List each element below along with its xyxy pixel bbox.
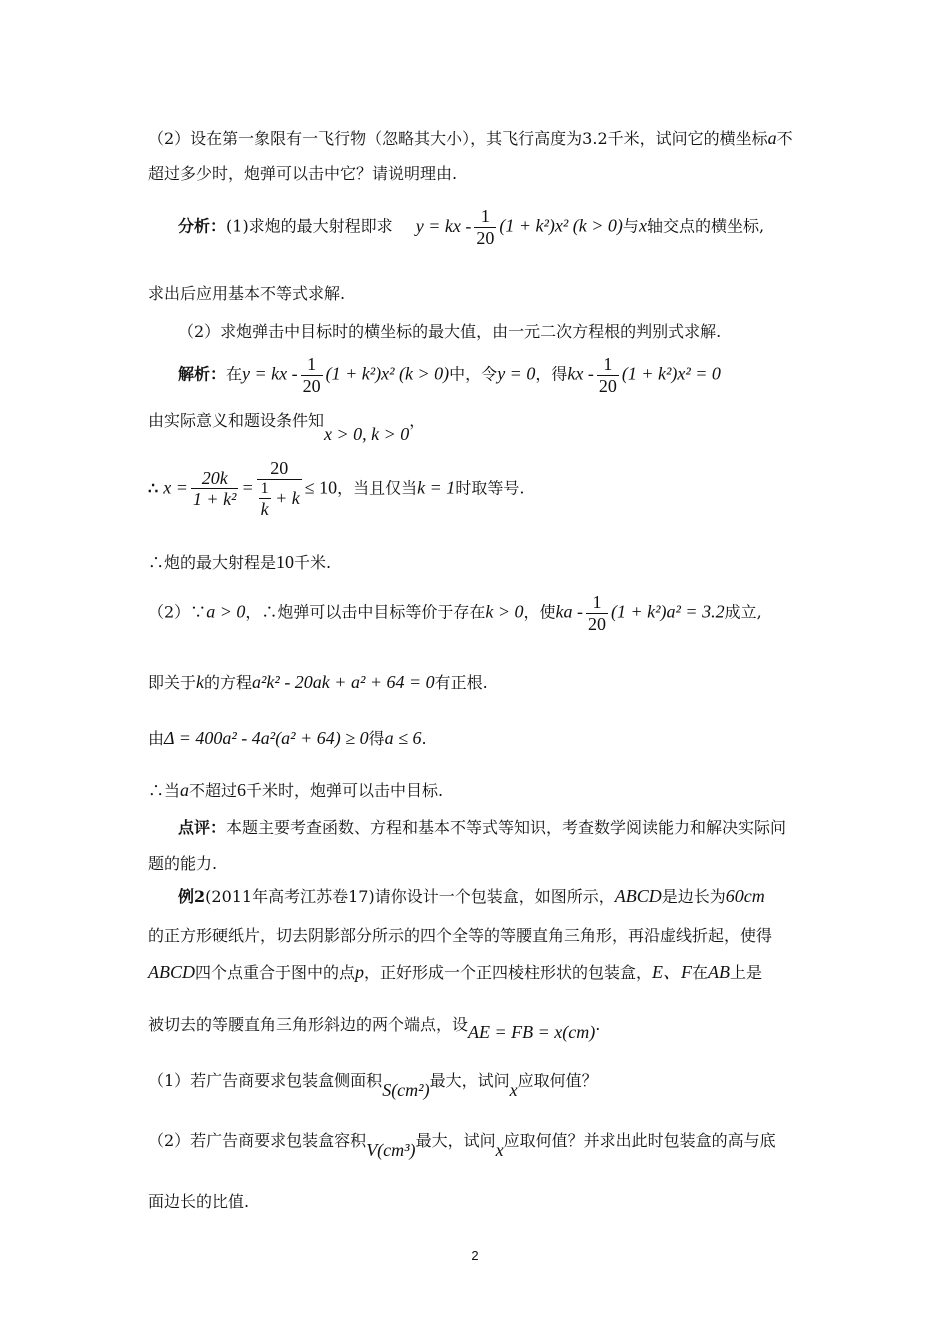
analysis-line-3: （2）求炮弹击中目标时的横坐标的最大值，由一元二次方程根的判别式求解. bbox=[178, 322, 722, 341]
example2-question-2: （2）若广告商要求包装盒容积V(cm³)最大，试问x应取何值？并求出此时包装盒的高与底 bbox=[148, 1131, 776, 1160]
var-a: a bbox=[767, 128, 777, 148]
comment-line-1: 点评：本题主要考查函数、方程和基本不等式等知识，考查数学阅读能力和解决实际问 bbox=[178, 818, 787, 837]
example2-question-1: （1）若广告商要求包装盒侧面积S(cm²)最大，试问x应取何值？ bbox=[148, 1071, 598, 1100]
analysis-label: 分析： bbox=[178, 216, 227, 236]
comment-label: 点评： bbox=[178, 818, 227, 837]
fraction-1-20: $\frac{1}{20}$ bbox=[302, 354, 321, 396]
question-2-line-2: 超过多少时，炮弹可以击中它？请说明理由. bbox=[148, 164, 458, 183]
example2-line-2: 的正方形硬纸片，切去阴影部分所示的四个全等的等腰直角三角形，再沿虚线折起，使得 bbox=[148, 926, 773, 945]
example2-line-4: 被切去的等腰直角三角形斜边的两个端点，设AE = FB = x(cm). bbox=[148, 1015, 601, 1042]
solution-label: 解析： bbox=[178, 364, 227, 384]
part2-line-2: 即关于k的方程a²k² - 20ak + a² + 64 = 0有正根. bbox=[148, 672, 488, 692]
fraction-1-20: $\frac{1}{20}$ bbox=[598, 354, 617, 396]
example-label: 例2 bbox=[178, 887, 206, 906]
fraction-20k: $\frac{20k}{\text{1 + k²}}$ bbox=[192, 467, 237, 510]
example2-line-3: ABCD四个点重合于图中的点p，正好形成一个正四棱柱形状的包装盒，E、F在AB上是 bbox=[148, 962, 763, 982]
fraction-20-over: 20 $\frac{1}{k}$ + k bbox=[257, 458, 302, 520]
analysis-line-1: 分析：(1)求炮的最大射程即求 y = kx - $\frac{1}{20}$ (1 + k²)x² (k > 0)与x轴交点的横坐标, bbox=[178, 206, 765, 248]
part2-line-1: （2）∵a > 0，∴炮弹可以击中目标等价于存在k > 0，使ka - $\frac{1}{20}$ (1 + k²)a² = 3.2成立, bbox=[148, 592, 762, 634]
comment-line-2: 题的能力. bbox=[148, 854, 218, 873]
question-2-line-1: （2）设在第一象限有一飞行物（忽略其大小），其飞行高度为3.2千米，试问它的横坐标a不 bbox=[148, 128, 793, 148]
solution-line-2: 由实际意义和题设条件知x > 0, k > 0， bbox=[148, 411, 426, 444]
solution-line-1: 解析：在y = kx - $\frac{1}{20}$ (1 + k²)x² (k > 0)中，令y = 0，得kx - $\frac{1}{20}$ (1 + k²)x² = 0 bbox=[178, 354, 721, 396]
fraction-1-20: $\frac{1}{20}$ bbox=[476, 206, 495, 248]
part2-line-4: ∴当a不超过6千米时，炮弹可以击中目标. bbox=[148, 780, 444, 800]
page-number: 2 bbox=[471, 1248, 479, 1263]
part2-line-3: 由Δ = 400a² - 4a²(a² + 64) ≥ 0得a ≤ 6. bbox=[148, 728, 427, 748]
analysis-line-2: 求出后应用基本不等式求解. bbox=[148, 284, 346, 303]
example2-question-2-cont: 面边长的比值. bbox=[148, 1192, 250, 1211]
fraction-1-20: $\frac{1}{20}$ bbox=[588, 592, 606, 634]
formula-y: y = kx - bbox=[415, 215, 472, 236]
solution-line-3: ∴ x = $\frac{20k}{\text{1 + k²}}$ = 20 $\frac{1}{k}$ + k ≤ 10，当且仅当k = 1时取等号. bbox=[148, 458, 525, 520]
formula-rest: (1 + k²)x² (k > 0) bbox=[499, 215, 623, 236]
fraction-1-k: $\frac{1}{k}$ bbox=[260, 479, 269, 520]
example2-line-1: 例2(2011年高考江苏卷17)请你设计一个包装盒，如图所示，ABCD是边长为60cm bbox=[178, 886, 765, 906]
solution-line-4: ∴炮的最大射程是10千米. bbox=[148, 552, 332, 572]
